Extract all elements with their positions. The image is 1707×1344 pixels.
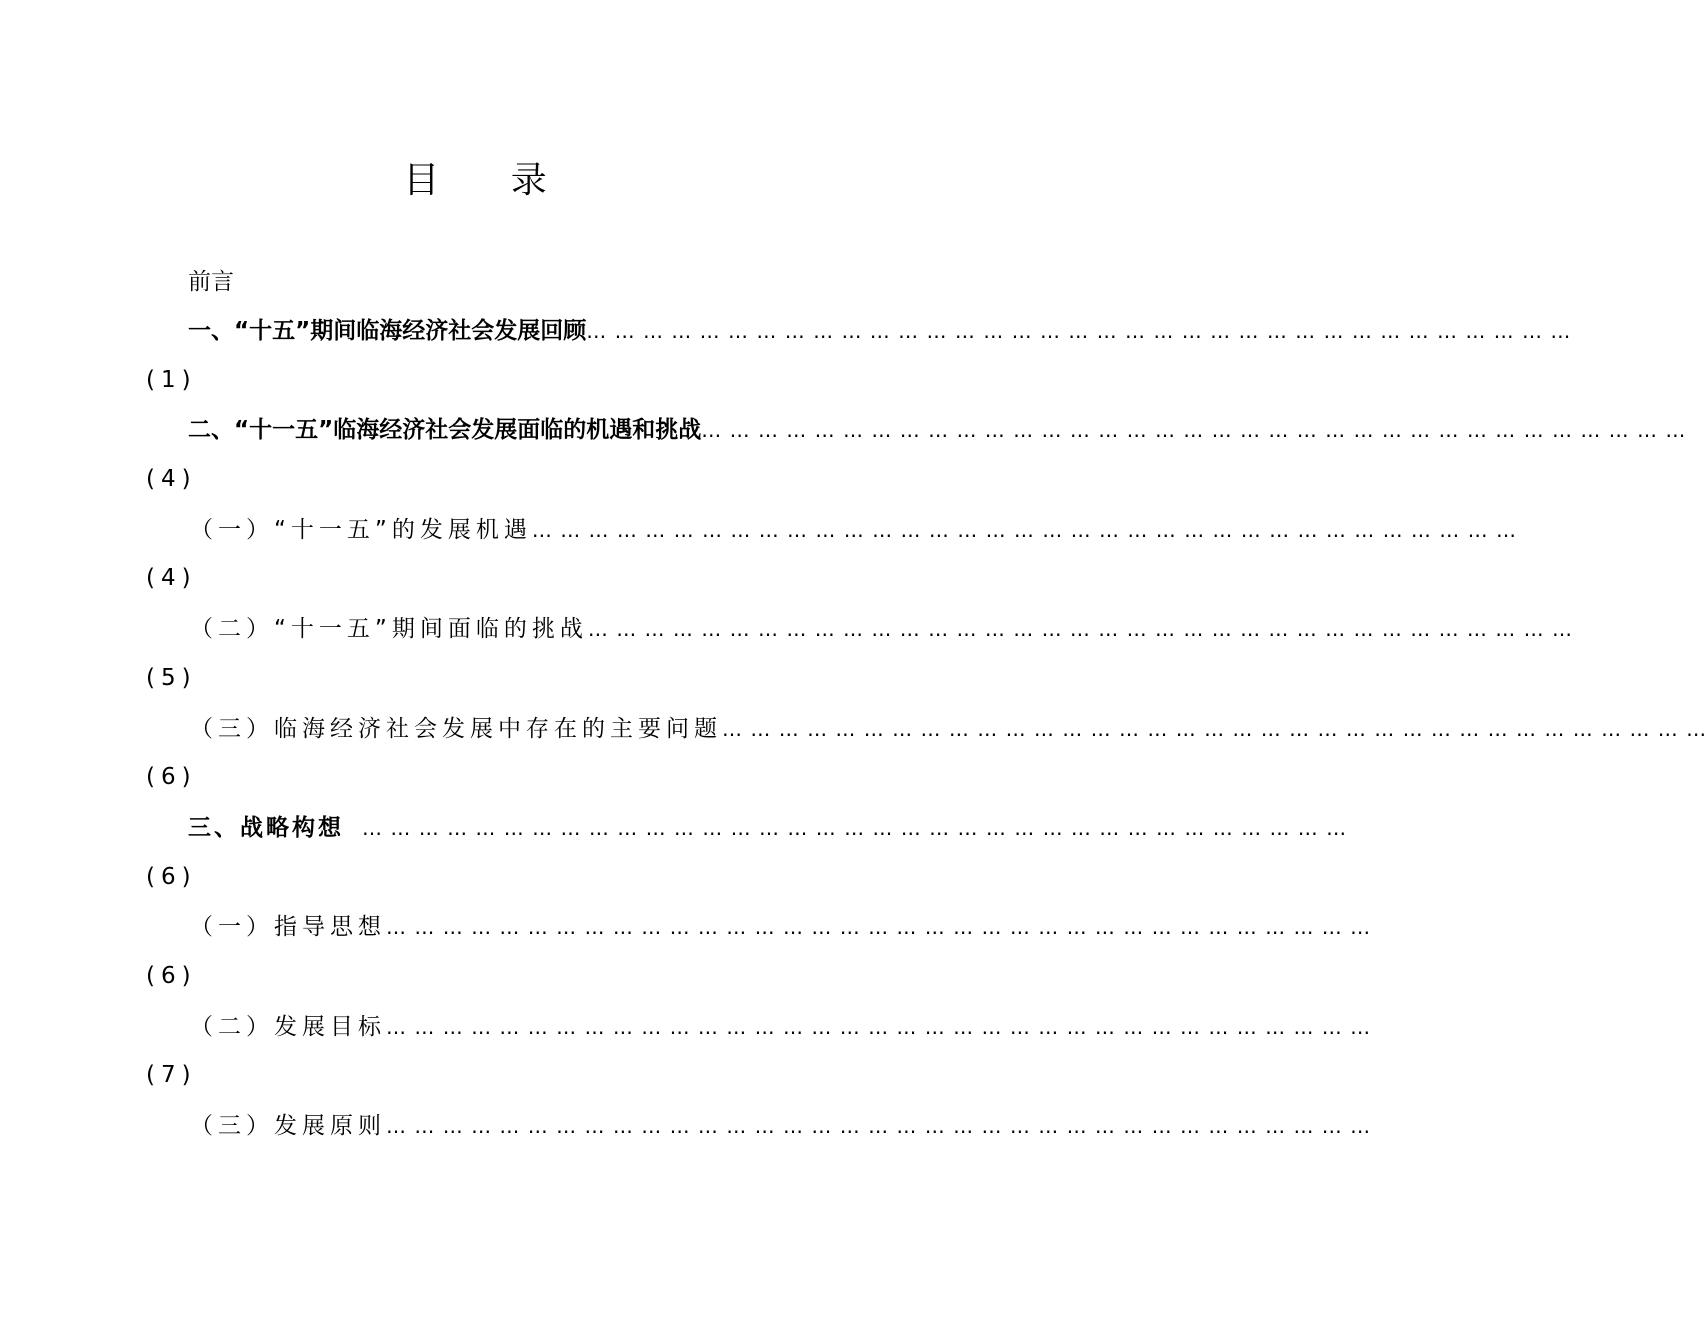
- toc-entry-2: [0, 410, 1687, 450]
- toc-entry-3: [0, 510, 1517, 550]
- entry-label: 三、战略构想: [188, 815, 344, 841]
- toc-entry-3-page: [0, 558, 950, 598]
- toc-entry-4: [0, 609, 1573, 649]
- toc-preface: [0, 262, 950, 302]
- entry-label: （一）指导思想: [190, 914, 386, 940]
- toc-entry-6: [0, 808, 1348, 848]
- dot-leader: … … … … … … … … … … … … … … … … … … … … … … … … … … … … … … … … … … …: [386, 1015, 1372, 1039]
- toc-entry-2-page: [0, 459, 950, 499]
- dot-leader: … … … … … … … … … … … … … … … … … … … … … … … … … … … … … … … … … … …: [587, 617, 1573, 641]
- dot-leader: … … … … … … … … … … … … … … … … … … … … … … … … … … … … … … … … … … …: [531, 518, 1517, 542]
- entry-label: （二）“十一五”期间面临的挑战: [190, 616, 588, 642]
- page-number: (6): [146, 764, 197, 790]
- dot-leader: … … … … … … … … … … … … … … … … … … … … … … … … … … … … … … … … … … …: [722, 717, 1707, 741]
- toc-entry-8: [0, 1007, 1372, 1047]
- entry-label: 一、“十五”期间临海经济社会发展回顾: [188, 318, 587, 344]
- toc-entry-5-page: [0, 757, 950, 797]
- page-number: (1): [146, 367, 197, 393]
- toc-entry-1: [0, 311, 1572, 351]
- preface-label: 前言: [188, 269, 234, 295]
- page-title: 目 录: [403, 160, 577, 201]
- dot-leader: … … … … … … … … … … … … … … … … … … … … … … … … … … … … … … … … … … …: [386, 915, 1372, 939]
- entry-label: 二、“十一五”临海经济社会发展面临的机遇和挑战: [188, 417, 702, 443]
- toc-entry-1-page: [0, 360, 950, 400]
- toc-entry-7: [0, 907, 1372, 947]
- toc-entry-9: [0, 1106, 1372, 1146]
- page-number: (4): [146, 565, 197, 591]
- dot-leader: … … … … … … … … … … … … … … … … … … … … … … … … … … … … … … … … … … …: [701, 418, 1687, 442]
- page-number: (6): [146, 963, 197, 989]
- dot-leader: … … … … … … … … … … … … … … … … … … … … … … … … … … … … … … … … … … …: [362, 816, 1348, 840]
- page-number: (4): [146, 466, 197, 492]
- toc-entry-5: [0, 709, 1707, 749]
- page-number: (6): [146, 864, 197, 890]
- toc-entry-8-page: [0, 1055, 950, 1095]
- toc-entry-6-page: [0, 857, 950, 897]
- entry-label: （一）“十一五”的发展机遇: [190, 517, 532, 543]
- entry-label: （二）发展目标: [190, 1014, 386, 1040]
- entry-label: （三）临海经济社会发展中存在的主要问题: [190, 716, 722, 742]
- dot-leader: … … … … … … … … … … … … … … … … … … … … … … … … … … … … … … … … … … …: [386, 1114, 1372, 1138]
- dot-leader: … … … … … … … … … … … … … … … … … … … … … … … … … … … … … … … … … … …: [586, 319, 1572, 343]
- toc-entry-7-page: [0, 956, 950, 996]
- page-number: (7): [146, 1062, 197, 1088]
- page-number: (5): [146, 665, 197, 691]
- toc-entry-4-page: [0, 658, 950, 698]
- entry-label: （三）发展原则: [190, 1113, 386, 1139]
